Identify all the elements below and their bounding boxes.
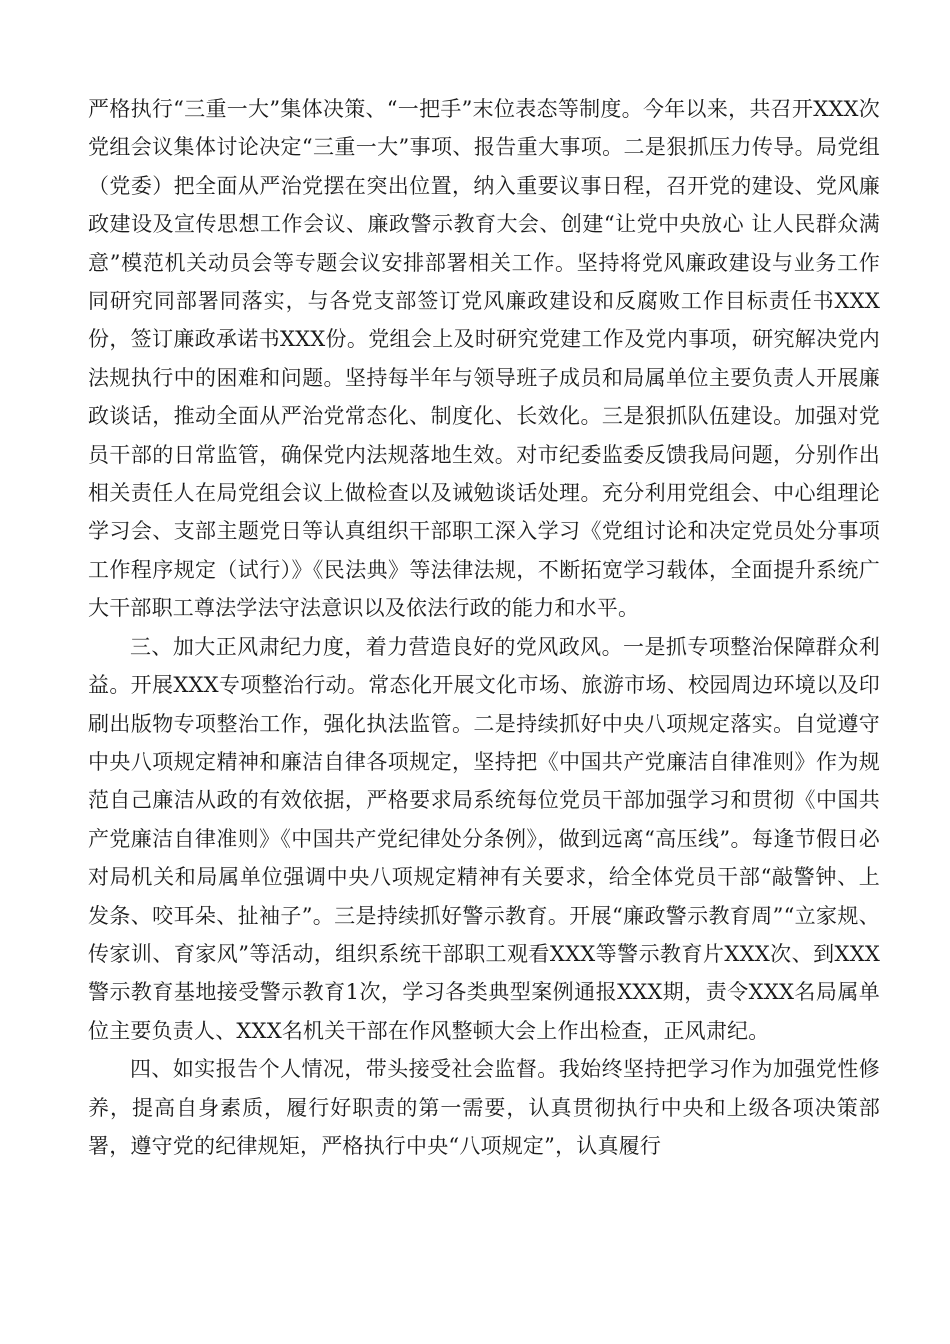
paragraph-section-4: 四、如实报告个人情况，带头接受社会监督。我始终坚持把学习作为加强党性修养，提高自身素质，履行好职责的第一需要，认真贯彻执行中央和上级各项决策部署，遵守党的纪律规矩，严格执行中央“八项规定”，认真履行	[88, 1057, 880, 1158]
document-body	[88, 90, 880, 1165]
paragraph-section-3: 三、加大正风肃纪力度，着力营造良好的党风政风。一是抓专项整治保障群众利益。开展XXX专项整治行动。常态化开展文化市场、旅游市场、校园周边环境以及印刷出版物专项整治工作，强化执法监管。二是持续抓好中央八项规定落实。自觉遵守中央八项规定精神和廉洁自律各项规定，坚持把《中国共产党廉洁自律准则》作为规范自己廉洁从政的有效依据，严格要求局系统每位党员干部加强学习和贯彻《中国共产党廉洁自律准则》《中国共产党纪律处分条例》，做到远离“高压线”。每逢节假日必对局机关和局属单位强调中央八项规定精神有关要求，给全体党员干部“敲警钟、上发条、咬耳朵、扯袖子”。三是持续抓好警示教育。开展“廉政警示教育周”“立家规、传家训、育家风”等活动，组织系统干部职工观看XXX等警示教育片XXX次、到XXX警示教育基地接受警示教育1次，学习各类典型案例通报XXX期，责令XXX名局属单位主要负责人、XXX名机关干部在作风整顿大会上作出检查，正风肃纪。	[88, 634, 880, 1043]
paragraph-continued: 严格执行“三重一大”集体决策、“一把手”末位表态等制度。今年以来，共召开XXX次党组会议集体讨论决定“三重一大”事项、报告重大事项。二是狠抓压力传导。局党组（党委）把全面从严治党摆在突出位置，纳入重要议事日程，召开党的建设、党风廉政建设及宣传思想工作会议、廉政警示教育大会、创建“让党中央放心 让人民群众满意”模范机关动员会等专题会议安排部署相关工作。坚持将党风廉政建设与业务工作同研究同部署同落实，与各党支部签订党风廉政建设和反腐败工作目标责任书XXX份，签订廉政承诺书XXX份。党组会上及时研究党建工作及党内事项，研究解决党内法规执行中的困难和问题。坚持每半年与领导班子成员和局属单位主要负责人开展廉政谈话，推动全面从严治党常态化、制度化、长效化。三是狠抓队伍建设。加强对党员干部的日常监管，确保党内法规落地生效。对市纪委监委反馈我局问题，分别作出相关责任人在局党组会议上做检查以及诫勉谈话处理。充分利用党组会、中心组理论学习会、支部主题党日等认真组织干部职工深入学习《党组讨论和决定党员处分事项工作程序规定（试行）》《民法典》等法律法规，不断拓宽学习载体，全面提升系统广大干部职工尊法学法守法意识以及依法行政的能力和水平。	[88, 97, 880, 621]
